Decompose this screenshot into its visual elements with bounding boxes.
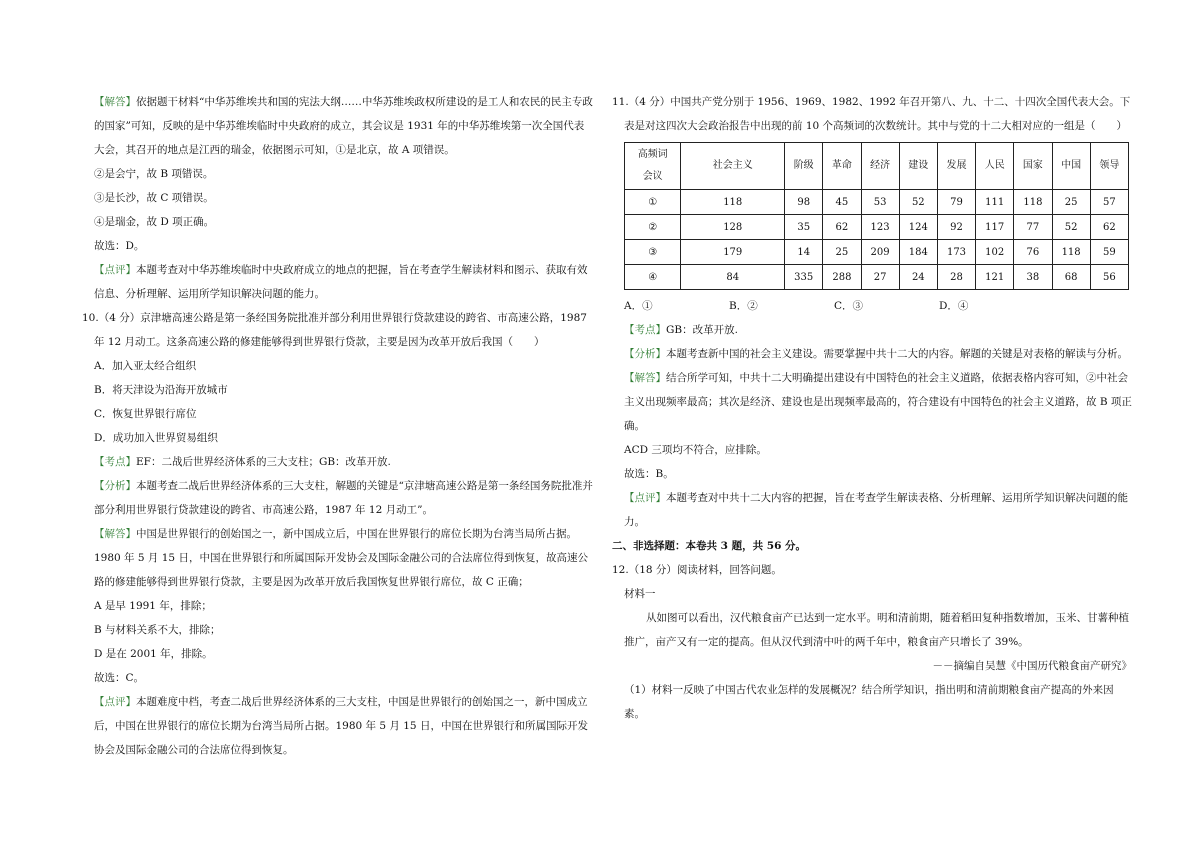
q11-options — [612, 294, 1132, 318]
table-header-cell: 社会主义 — [681, 143, 785, 190]
comment-tag: 【点评】 — [94, 264, 136, 276]
table-row-label: ② — [625, 215, 681, 240]
table-cell: 111 — [976, 190, 1014, 215]
q11-line-acd: ACD 三项均不符合，应排除。 — [624, 444, 767, 456]
q11-option-c: C．③ — [834, 300, 864, 312]
table-cell: 98 — [785, 190, 823, 215]
q12-stem: 12.（18 分）阅读材料，回答问题。 — [612, 564, 782, 576]
q11-option-a: A．① — [624, 300, 653, 312]
table-cell: 52 — [899, 190, 937, 215]
table-cell: 62 — [1090, 215, 1128, 240]
table-cell: 38 — [1014, 265, 1052, 290]
table-cell: 118 — [1052, 240, 1090, 265]
q9-comment: 【点评】本题考查对中华苏维埃临时中央政府成立的地点的把握，旨在考查学生解读材料和图示、获取有效信息、分析理解、运用所学知识解决问题的能力。 — [94, 264, 588, 300]
q10-option-c: C．恢复世界银行席位 — [94, 408, 197, 420]
q10-stem: 10.（4 分）京津塘高速公路是第一条经国务院批准并部分利用世界银行贷款建设的跨省、市高速公路，1987 年 12 月动工。这条高速公路的修建能够得到世界银行贷款，主要是因为改革开放后我国（ ） — [82, 312, 587, 348]
q10-line-d: D 是在 2001 年，排除。 — [94, 648, 213, 660]
q12-source: －－摘编自吴慧《中国历代粮食亩产研究》 — [932, 660, 1132, 672]
table-header-cell: 领导 — [1090, 143, 1128, 190]
table-cell: 52 — [1052, 215, 1090, 240]
table-cell: 68 — [1052, 265, 1090, 290]
q10-option-b: B．将天津设为沿海开放城市 — [94, 384, 228, 396]
analysis-tag: 【分析】 — [94, 480, 136, 492]
q11-option-d: D．④ — [939, 300, 969, 312]
table-cell: 124 — [899, 215, 937, 240]
keypoint-tag: 【考点】 — [624, 324, 666, 336]
table-row — [625, 215, 1129, 240]
table-cell: 27 — [861, 265, 899, 290]
q11-stem: 11.（4 分）中国共产党分别于 1956、1969、1982、1992 年召开第八、九、十二、十四次全国代表大会。下表是对这四次大会政治报告中出现的前 10 个高频词的次数统计。其中与党的十二大相对应的一组是（ ） — [612, 96, 1131, 132]
table-cell: 79 — [937, 190, 975, 215]
table-cell: 184 — [899, 240, 937, 265]
table-cell: 45 — [823, 190, 861, 215]
q9-line-b: ②是会宁，故 B 项错误。 — [94, 168, 214, 180]
right-column — [612, 90, 1132, 726]
q12-material-title: 材料一 — [624, 588, 656, 600]
frequency-table — [624, 142, 1129, 290]
q11-option-b: B．② — [729, 300, 758, 312]
q12-material: 从如图可以看出，汉代粮食亩产已达到一定水平。明和清前期，随着稻田复种指数增加，玉米、甘薯种植推广，亩产又有一定的提高。但从汉代到清中叶的两千年中，粮食亩产只增长了 39%。 — [624, 612, 1129, 648]
answer-tag: 【解答】 — [94, 96, 136, 108]
table-cell: 123 — [861, 215, 899, 240]
table-cell: 28 — [937, 265, 975, 290]
table-cell: 56 — [1090, 265, 1128, 290]
q9-line-c: ③是长沙，故 C 项错误。 — [94, 192, 214, 204]
q11-keypoint: 【考点】GB：改革开放. — [624, 324, 738, 336]
table-row — [625, 190, 1129, 215]
table-cell: 84 — [681, 265, 785, 290]
table-cell: 118 — [1014, 190, 1052, 215]
q11-choice: 故选：B。 — [624, 468, 674, 480]
q12-subquestion-1: （1）材料一反映了中国古代农业怎样的发展概况？结合所学知识，指出明和清前期粮食亩产提高的外来因素。 — [624, 684, 1114, 720]
table-cell: 35 — [785, 215, 823, 240]
q10-line-b: B 与材料关系不大，排除； — [94, 624, 221, 636]
table-cell: 25 — [1052, 190, 1090, 215]
q9-line-d: ④是瑞金，故 D 项正确。 — [94, 216, 215, 228]
table-cell: 117 — [976, 215, 1014, 240]
table-cell: 173 — [937, 240, 975, 265]
table-cell: 179 — [681, 240, 785, 265]
q10-comment: 【点评】本题难度中档，考查二战后世界经济体系的三大支柱，中国是世界银行的创始国之一，新中国成立后，中国在世界银行的席位长期为台湾当局所占据。1980 年 5 月 15 日，中国在世界银行和所属国际开发协会及国际金融公司的合法席位得到恢复。 — [94, 696, 588, 756]
table-cell: 59 — [1090, 240, 1128, 265]
left-column — [82, 90, 594, 762]
table-cell: 288 — [823, 265, 861, 290]
q10-keypoint: 【考点】EF：二战后世界经济体系的三大支柱；GB：改革开放. — [94, 456, 391, 468]
table-cell: 102 — [976, 240, 1014, 265]
table-cell: 77 — [1014, 215, 1052, 240]
table-corner-cell: 高频词 会议 — [625, 143, 681, 190]
q10-line-a: A 是早 1991 年，排除； — [94, 600, 212, 612]
table-cell: 25 — [823, 240, 861, 265]
q11-answer: 【解答】结合所学可知，中共十二大明确提出建设有中国特色的社会主义道路，依据表格内容可知，②中社会主义出现频率最高；其次是经济、建设也是出现频率最高的，符合建设有中国特色的社会主义道路，故 B 项正确。 — [624, 372, 1132, 432]
table-header-cell: 人民 — [976, 143, 1014, 190]
q10-analysis: 【分析】本题考查二战后世界经济体系的三大支柱，解题的关键是“京津塘高速公路是第一条经国务院批准并部分利用世界银行贷款建设的跨省、市高速公路，1987 年 12 月动工”。 — [94, 480, 593, 516]
table-cell: 118 — [681, 190, 785, 215]
table-cell: 209 — [861, 240, 899, 265]
q10-choice: 故选：C。 — [94, 672, 145, 684]
q11-analysis: 【分析】本题考查新中国的社会主义建设。需要掌握中共十二大的内容。解题的关键是对表格的解读与分析。 — [624, 348, 1128, 360]
section-heading: 二、非选择题：本卷共 3 题，共 56 分。 — [612, 540, 807, 552]
q10-option-a: A．加入亚太经合组织 — [94, 360, 197, 372]
q10-answer: 【解答】中国是世界银行的创始国之一，新中国成立后，中国在世界银行的席位长期为台湾当局所占据。1980 年 5 月 15 日，中国在世界银行和所属国际开发协会及国际金融公司的合法席位得到恢复，故高速公路的修建能够得到世界银行贷款，主要是因为改革开放后我国恢复世界银行席位，故 C 正确； — [94, 528, 588, 588]
table-cell: 128 — [681, 215, 785, 240]
q10-option-d: D．成功加入世界贸易组织 — [94, 432, 218, 444]
answer-tag: 【解答】 — [94, 528, 136, 540]
table-cell: 14 — [785, 240, 823, 265]
q11-comment: 【点评】本题考查对中共十二大内容的把握，旨在考查学生解读表格、分析理解、运用所学知识解决问题的能力。 — [624, 492, 1128, 528]
table-cell: 121 — [976, 265, 1014, 290]
table-cell: 92 — [937, 215, 975, 240]
comment-tag: 【点评】 — [624, 492, 666, 504]
table-cell: 76 — [1014, 240, 1052, 265]
keypoint-tag: 【考点】 — [94, 456, 136, 468]
table-header-cell: 中国 — [1052, 143, 1090, 190]
table-header-cell: 发展 — [937, 143, 975, 190]
table-cell: 53 — [861, 190, 899, 215]
table-row-label: ④ — [625, 265, 681, 290]
table-header-cell: 阶级 — [785, 143, 823, 190]
table-header-row — [625, 143, 1129, 190]
table-cell: 62 — [823, 215, 861, 240]
table-row — [625, 240, 1129, 265]
table-row-label: ③ — [625, 240, 681, 265]
table-header-cell: 革命 — [823, 143, 861, 190]
table-cell: 57 — [1090, 190, 1128, 215]
table-header-cell: 建设 — [899, 143, 937, 190]
table-row — [625, 265, 1129, 290]
answer-tag: 【解答】 — [624, 372, 666, 384]
q9-choice: 故选：D。 — [94, 240, 145, 252]
table-cell: 335 — [785, 265, 823, 290]
comment-tag: 【点评】 — [94, 696, 136, 708]
table-header-cell: 经济 — [861, 143, 899, 190]
q9-answer: 【解答】依据题干材料“中华苏维埃共和国的宪法大纲……中华苏维埃政权所建设的是工人和农民的民主专政的国家”可知，反映的是中华苏维埃临时中央政府的成立，其会议是 1931 年的中华苏维埃第一次全国代表大会，其召开的地点是江西的瑞金，依据图示可知，①是北京，故 A 项错误。 — [94, 96, 593, 156]
table-cell: 24 — [899, 265, 937, 290]
table-row-label: ① — [625, 190, 681, 215]
table-header-cell: 国家 — [1014, 143, 1052, 190]
analysis-tag: 【分析】 — [624, 348, 666, 360]
